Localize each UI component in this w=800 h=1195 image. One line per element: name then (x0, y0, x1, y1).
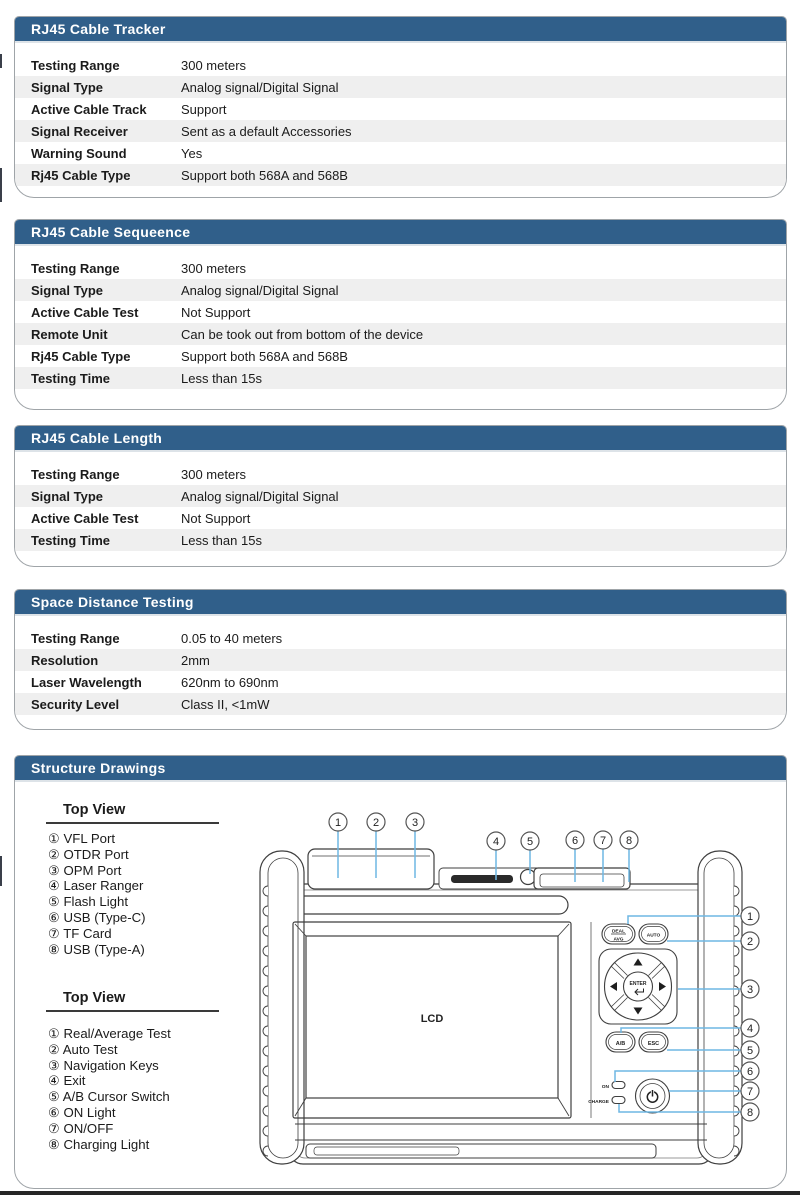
spec-value: 0.05 to 40 meters (181, 630, 283, 646)
table-row (15, 507, 786, 529)
table-row (15, 463, 786, 485)
section-card-space-distance-testing (14, 589, 787, 730)
table-row (15, 142, 786, 164)
page-bottom-edge (0, 1191, 800, 1195)
legend-item: ⑤ Flash Light (48, 894, 128, 910)
spec-label: Security Level (31, 696, 120, 712)
charge-label: CHARGE (588, 1100, 609, 1105)
real-avg-label-bottom: AVG (613, 937, 624, 943)
spec-value: Class II, <1mW (181, 696, 270, 712)
spec-value: Not Support (181, 304, 251, 320)
spec-value: Analog signal/Digital Signal (181, 282, 339, 298)
legend-item: ⑦ ON/OFF (48, 1120, 114, 1136)
spec-table (15, 257, 786, 389)
callout-4: 4 (746, 1023, 754, 1035)
section-card-rj45-cable-sequeence (14, 219, 787, 410)
spec-label: Resolution (31, 652, 99, 668)
legend-item: ⑥ ON Light (48, 1104, 116, 1120)
callout-1: 1 (746, 911, 754, 923)
callout-4: 4 (492, 836, 500, 848)
table-row (15, 345, 786, 367)
spec-label: Active Cable Track (31, 101, 147, 117)
table-row (15, 367, 786, 389)
table-row (15, 529, 786, 551)
section-title: Structure Drawings (15, 756, 786, 782)
spec-label: Active Cable Test (31, 304, 139, 320)
spec-value: Yes (181, 145, 203, 161)
real-avg-label-top: DEAL (611, 929, 626, 935)
spec-label: Signal Type (31, 79, 103, 95)
legend-item: ④ Laser Ranger (48, 878, 144, 894)
callout-6: 6 (571, 835, 579, 847)
table-row (15, 301, 786, 323)
legend-item: ③ Navigation Keys (48, 1057, 159, 1073)
legend-item: ⑥ USB (Type-C) (48, 909, 146, 925)
spec-label: Testing Time (31, 370, 110, 386)
table-row (15, 164, 786, 186)
spec-table (15, 54, 786, 186)
vent-strip (296, 896, 568, 914)
spec-value: Analog signal/Digital Signal (181, 79, 339, 95)
spec-value: 2mm (181, 652, 210, 668)
spec-label: Rj45 Cable Type (31, 348, 131, 364)
legend-item: ⑧ Charging Light (48, 1136, 150, 1152)
legend-item: ③ OPM Port (48, 862, 122, 878)
spec-label: Testing Time (31, 532, 110, 548)
spec-value: Support (181, 101, 227, 117)
legend-item: ⑧ USB (Type-A) (48, 941, 145, 957)
spec-value: Support both 568A and 568B (181, 167, 348, 183)
legend-item: ① VFL Port (48, 831, 116, 846)
device-drawing (246, 806, 771, 1184)
legend-heading-top-view-2: Top View (46, 990, 219, 1012)
charge-led (612, 1097, 625, 1104)
spec-label: Testing Range (31, 466, 120, 482)
laser-ranger-window (451, 875, 513, 883)
scan-artifact (0, 168, 2, 202)
spec-value: 620nm to 690nm (181, 674, 279, 690)
spec-label: Signal Type (31, 282, 103, 298)
callout-8: 8 (625, 835, 633, 847)
table-row (15, 323, 786, 345)
spec-label: Testing Range (31, 260, 120, 276)
section-title: RJ45 Cable Tracker (15, 17, 786, 43)
callout-3: 3 (411, 817, 419, 829)
spec-label: Laser Wavelength (31, 674, 142, 690)
spec-table (15, 627, 786, 715)
table-row (15, 627, 786, 649)
spec-value: Can be took out from bottom of the device (181, 326, 424, 342)
spec-value: Support both 568A and 568B (181, 348, 348, 364)
spec-label: Signal Receiver (31, 123, 128, 139)
table-row (15, 120, 786, 142)
table-row (15, 649, 786, 671)
scan-artifact (0, 856, 2, 886)
spec-value: 300 meters (181, 260, 247, 276)
spec-table (15, 463, 786, 551)
callout-7: 7 (746, 1086, 754, 1098)
section-card-rj45-cable-length (14, 425, 787, 567)
spec-value: Analog signal/Digital Signal (181, 488, 339, 504)
legend-item: ④ Exit (48, 1073, 86, 1089)
spec-label: Warning Sound (31, 145, 127, 161)
spec-value: Sent as a default Accessories (181, 123, 352, 139)
esc-label: ESC (647, 1041, 660, 1047)
scan-artifact (0, 54, 2, 68)
section-card-structure-drawings (14, 755, 787, 1189)
legend-item: ② OTDR Port (48, 846, 129, 862)
table-row (15, 54, 786, 76)
table-row (15, 671, 786, 693)
table-row (15, 485, 786, 507)
on-label: ON (601, 1085, 609, 1090)
flashlight-lens (521, 870, 536, 885)
callout-3: 3 (746, 984, 754, 996)
spec-label: Testing Range (31, 57, 120, 73)
legend-item: ⑦ TF Card (48, 925, 112, 941)
enter-label: ENTER (629, 981, 647, 987)
spec-label: Rj45 Cable Type (31, 167, 131, 183)
table-row (15, 76, 786, 98)
callout-5: 5 (746, 1045, 754, 1057)
table-row (15, 279, 786, 301)
ab-label: A/B (615, 1041, 626, 1047)
callout-2: 2 (746, 936, 754, 948)
table-row (15, 98, 786, 120)
callout-7: 7 (599, 835, 607, 847)
callout-1: 1 (334, 817, 342, 829)
spec-value: Not Support (181, 510, 251, 526)
legend-heading-top-view-1: Top View (46, 802, 219, 824)
callout-numbers-right (747, 911, 753, 1119)
callout-6: 6 (746, 1066, 754, 1078)
legend-item: ⑤ A/B Cursor Switch (48, 1089, 170, 1105)
spec-label: Active Cable Test (31, 510, 139, 526)
callout-2: 2 (372, 817, 380, 829)
auto-label: AUTO (646, 933, 661, 939)
spec-value: 300 meters (181, 466, 247, 482)
legend-list-controls (48, 1026, 171, 1152)
spec-value: 300 meters (181, 57, 247, 73)
lcd-label: LCD (420, 1013, 444, 1025)
table-row (15, 257, 786, 279)
section-card-rj45-cable-tracker (14, 16, 787, 198)
on-led (612, 1082, 625, 1089)
legend-list-ports (48, 831, 146, 957)
section-title: RJ45 Cable Sequeence (15, 220, 786, 246)
spec-label: Remote Unit (31, 326, 108, 342)
section-title: Space Distance Testing (15, 590, 786, 616)
spec-value: Less than 15s (181, 370, 262, 386)
callout-5: 5 (526, 836, 534, 848)
table-row (15, 693, 786, 715)
spec-value: Less than 15s (181, 532, 262, 548)
spec-label: Testing Range (31, 630, 120, 646)
callout-8: 8 (746, 1107, 754, 1119)
legend-item: ① Real/Average Test (48, 1026, 171, 1041)
section-title: RJ45 Cable Length (15, 426, 786, 452)
spec-label: Signal Type (31, 488, 103, 504)
legend-item: ② Auto Test (48, 1041, 118, 1057)
